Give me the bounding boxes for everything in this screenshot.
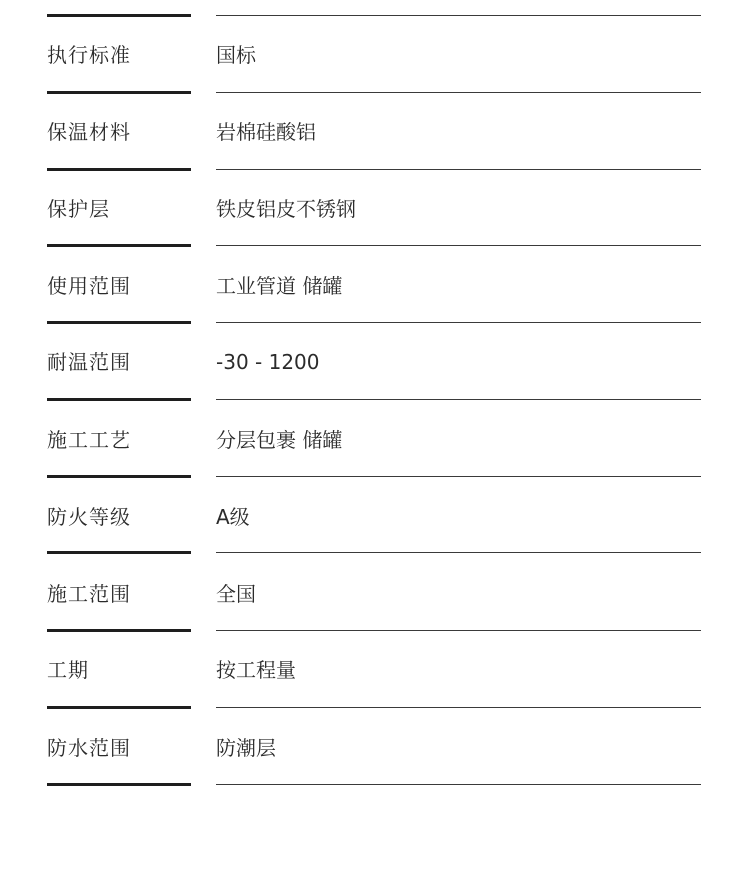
spec-label: 耐温范围: [47, 350, 131, 374]
spec-value: 防潮层: [216, 736, 276, 760]
spec-row: [0, 324, 750, 401]
spec-label: 保护层: [47, 197, 110, 221]
value-divider: [216, 552, 701, 553]
value-divider: [216, 784, 701, 785]
label-divider: [47, 783, 191, 786]
spec-value: 工业管道 储罐: [216, 274, 343, 298]
spec-row: [0, 710, 750, 787]
value-divider: [216, 245, 701, 246]
value-divider: [216, 322, 701, 323]
label-divider: [47, 475, 191, 478]
value-divider: [216, 630, 701, 631]
spec-value: 国标: [216, 43, 256, 67]
spec-label: 工期: [47, 658, 89, 682]
spec-row: [0, 94, 750, 171]
value-divider: [216, 169, 701, 170]
spec-row: [0, 171, 750, 248]
spec-row: [0, 479, 750, 556]
spec-label: 保温材料: [47, 120, 131, 144]
value-divider: [216, 92, 701, 93]
spec-value: -30 - 1200: [216, 350, 320, 374]
spec-label: 使用范围: [47, 274, 131, 298]
label-divider: [47, 244, 191, 247]
spec-label: 防水范围: [47, 736, 131, 760]
spec-label: 施工工艺: [47, 428, 131, 452]
label-divider: [47, 551, 191, 554]
spec-value: 全国: [216, 582, 256, 606]
value-divider: [216, 15, 701, 16]
spec-row: [0, 17, 750, 94]
label-divider: [47, 706, 191, 709]
spec-label: 施工范围: [47, 582, 131, 606]
spec-row: [0, 632, 750, 709]
value-divider: [216, 476, 701, 477]
spec-row: [0, 402, 750, 479]
spec-value: 铁皮铝皮不锈钢: [216, 197, 356, 221]
spec-label: 执行标准: [47, 43, 131, 67]
value-divider: [216, 707, 701, 708]
spec-label: 防火等级: [47, 505, 131, 529]
spec-value: 按工程量: [216, 658, 296, 682]
spec-value: 分层包裹 储罐: [216, 428, 343, 452]
spec-row: [0, 248, 750, 325]
label-divider: [47, 398, 191, 401]
spec-row: [0, 556, 750, 633]
spec-value: A级: [216, 505, 250, 529]
spec-value: 岩棉硅酸铝: [216, 120, 316, 144]
value-divider: [216, 399, 701, 400]
